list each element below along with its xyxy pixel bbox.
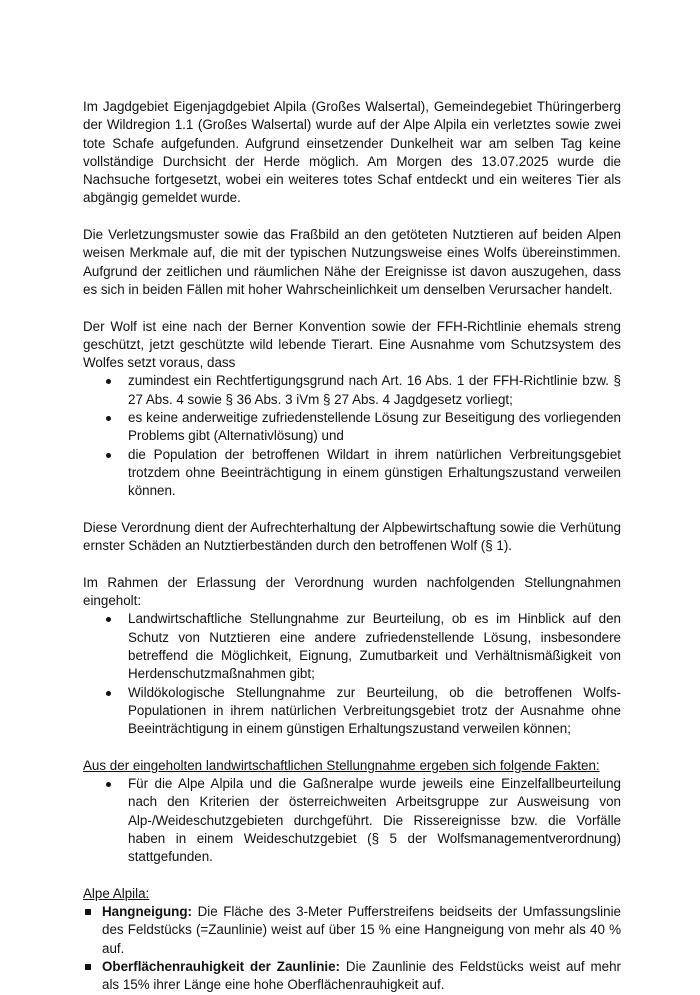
list-item: zumindest ein Rechtfertigungsgrund nach Art. 16 Abs. 1 der FFH-Richtlinie bzw. § 27 Abs. 4 sowie § 36 Abs. 3 iVm § 27 Abs. 4 Jagdgesetz vorliegt; [83,372,621,409]
facts-heading: Aus der eingeholten landwirtschaftlichen Stellungnahme ergeben sich folgende Fakten: [83,757,600,773]
item-term: Oberflächenrauhigkeit der Zaunlinie: [102,958,341,974]
facts-list [83,775,621,866]
list-item: die Population der betroffenen Wildart in ihrem natürlichen Verbreitungsgebiet trotzdem ohne Beeinträchtigung in einem günstigen Erhaltungszustand verweilen können. [83,446,621,501]
paragraph-incident: Im Jagdgebiet Eigenjagdgebiet Alpila (Großes Walsertal), Gemeindegebiet Thüringerberg der Wildregion 1.1 (Großes Walsertal) wurde auf der Alpe Alpila ein verletztes sowie zwei tote Schafe aufgefunden. Aufgrund einsetzender Dunkelheit war am selben Tag keine vollständige Durchsicht der Herde möglich. Am Morgen des 13.07.2025 wurde die Nachsuche fortgesetzt, wobei ein weiteres totes Schaf entdeckt und ein weiteres Tier als abgängig gemeldet wurde. [83,99,621,206]
paragraph-statements-intro: Im Rahmen der Erlassung der Verordnung wurden nachfolgenden Stellungnahmen eingeholt: [83,574,621,609]
list-item: es keine anderweitige zufriedenstellende Lösung zur Beseitigung des vorliegenden Problems gibt (Alternativlösung) und [83,409,621,446]
list-item: Wildökologische Stellungnahme zur Beurteilung, ob die betroffenen Wolfs-Populationen in ihrem natürlichen Verbreitungsgebiet trotz der Ausnahme ohne Beeinträchtigung in einem günstigen Erhaltungszustand verweilen können; [83,684,621,739]
paragraph-legal-status: Der Wolf ist eine nach der Berner Konvention sowie der FFH-Richtlinie ehemals streng geschützt, jetzt geschützte wild lebende Tierart. Eine Ausnahme vom Schutzsystem des Wolfes setzt voraus, dass [83,318,621,371]
list-item [83,903,621,958]
alpila-heading: Alpe Alpila: [83,885,150,901]
item-text: Die Zaunlinie des Feldstücks weist auf mehr als 15% ihrer Länge eine hohe Oberflächenrauhigkeit auf. [102,958,621,993]
alpila-list [83,903,621,994]
list-item [83,958,621,995]
list-item: Landwirtschaftliche Stellungnahme zur Beurteilung, ob es im Hinblick auf den Schutz von Nutztieren eine andere zufriedenstellende Lösung, insbesondere betreffend die Möglichkeit, Eignung, Zumutbarkeit und Verhältnismäßigkeit von Herdenschutzmaßnahmen gibt; [83,610,621,683]
item-text: Die Fläche des 3-Meter Pufferstreifens beidseits der Umfassungslinie des Feldstücks (=Zaunlinie) weist auf über 15 % eine Hangneigung von mehr als 40 % auf. [102,904,621,956]
conditions-list [83,372,621,500]
paragraph-purpose: Diese Verordnung dient der Aufrechterhaltung der Alpbewirtschaftung sowie die Verhütung ernster Schäden an Nutztierbeständen durch den betroffenen Wolf (§ 1). [83,519,621,554]
document-page [83,98,621,995]
item-term: Hangneigung: [102,904,193,920]
list-item: Für die Alpe Alpila und die Gaßneralpe wurde jeweils eine Einzelfallbeurteilung nach den Kriterien der österreichweiten Arbeitsgruppe zur Ausweisung von Alp-/Weideschutzgebieten durchgeführt. Die Rissereignisse bzw. die Vorfälle haben in einem Weideschutzgebiet (§ 5 der Wolfsmanagementverordnung) stattgefunden. [83,775,621,866]
statements-list [83,610,621,738]
paragraph-injury-pattern: Die Verletzungsmuster sowie das Fraßbild an den getöteten Nutztieren auf beiden Alpen weisen Merkmale auf, die mit der typischen Nutzungsweise eines Wolfs übereinstimmen. Aufgrund der zeitlichen und räumlichen Nähe der Ereignisse ist davon auszugehen, dass es sich in beiden Fällen mit hoher Wahrscheinlichkeit um denselben Verursacher handelt. [83,227,621,297]
